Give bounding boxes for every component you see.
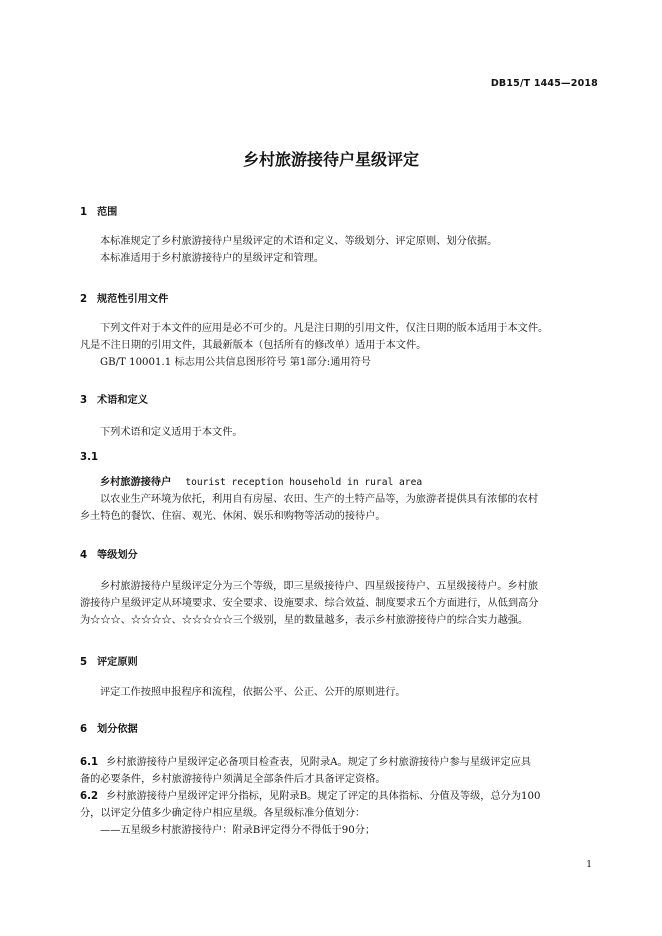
document-code: DB15/T 1445—2018 — [490, 78, 598, 89]
page-number: 1 — [586, 860, 592, 870]
section-number: 6 — [80, 724, 88, 735]
section-heading-2 — [80, 290, 168, 305]
term-definition-line: 以农业生产环境为依托，利用自有房屋、农田、生产的土特产品等，为旅游者提供具有浓郁的农村 — [100, 494, 539, 505]
section-title: 范围 — [97, 207, 118, 218]
section-title: 评定原则 — [97, 657, 138, 668]
section-body-1 — [80, 233, 600, 267]
paragraph-line: 凡是不注日期的引用文件，其最新版本（包括所有的修改单）适用于本文件。 — [80, 340, 427, 351]
section-title: 划分依据 — [97, 724, 138, 735]
section-body-5 — [80, 684, 600, 701]
term-number: 3.1 — [80, 452, 99, 463]
section-title: 规范性引用文件 — [97, 294, 169, 305]
paragraph-line: 游接待户星级评定从环境要求、安全要求、设施要求、综合效益、制度要求五个方面进行，从低到高分 — [80, 598, 539, 609]
term-zh: 乡村旅游接待户 — [100, 477, 172, 488]
paragraph: 评定工作按照申报程序和流程，依据公平、公正、公开的原则进行。 — [100, 687, 406, 698]
section-heading-6 — [80, 720, 138, 735]
section-body-3 — [80, 424, 600, 441]
term-line — [80, 474, 600, 491]
section-heading-4 — [80, 546, 138, 561]
section-heading-1 — [80, 203, 117, 218]
term-definition-line: 乡土特色的餐饮、住宿、观光、休闲、娱乐和购物等活动的接待户。 — [80, 511, 386, 522]
clause-6-2-line: 分，以评定分值多少确定待户相应星级。各星级标准分值划分： — [80, 808, 366, 819]
clause-text: 乡村旅游接待户星级评定评分指标，见附录B。规定了评定的具体指标、分值及等级，总分为100 — [106, 791, 541, 802]
paragraph-line: 下列文件对于本文件的应用是必不可少的。凡是注日期的引用文件，仅注日期的版本适用于本文件。 — [100, 323, 549, 334]
section-heading-3 — [80, 391, 148, 406]
section-body-6 — [80, 754, 600, 839]
section-title: 等级划分 — [97, 550, 138, 561]
term-entry — [80, 474, 600, 525]
clause-6-1-line: 备的必要条件，乡村旅游接待户须满足全部条件后才具备评定资格。 — [80, 774, 386, 785]
paragraph: 下列术语和定义适用于本文件。 — [100, 427, 243, 438]
clause-text: 乡村旅游接待户星级评定必备项目检查表，见附录A。规定了乡村旅游接待户参与星级评定应具 — [106, 757, 532, 768]
term-en: tourist reception household in rural area — [185, 477, 423, 488]
paragraph-line: 为☆☆☆、☆☆☆☆、☆☆☆☆☆三个级别，星的数量越多，表示乡村旅游接待户的综合实力越强。 — [80, 615, 529, 626]
paragraph: 本标准规定了乡村旅游接待户星级评定的术语和定义、等级划分、评定原则、划分依据。 — [100, 236, 498, 247]
clause-number: 6.1 — [80, 757, 99, 768]
clause-number: 6.2 — [80, 791, 99, 802]
clause-6-1-line — [80, 754, 600, 771]
section-number: 3 — [80, 395, 88, 406]
section-heading-5 — [80, 653, 138, 668]
list-item: ——五星级乡村旅游接待户：附录B评定得分不得低于90分； — [100, 825, 376, 836]
section-number: 1 — [80, 207, 88, 218]
section-body-2 — [80, 320, 600, 371]
section-number: 4 — [80, 550, 88, 561]
section-number: 5 — [80, 657, 88, 668]
section-body-4 — [80, 578, 600, 629]
section-title: 术语和定义 — [97, 395, 148, 406]
paragraph: 本标准适用于乡村旅游接待户的星级评定和管理。 — [100, 253, 325, 264]
paragraph-line: 乡村旅游接待户星级评定分为三个等级，即三星级接待户、四星级接待户、五星级接待户。乡村旅 — [100, 581, 539, 592]
normative-reference: GB/T 10001.1 标志用公共信息图形符号 第1部分:通用符号 — [100, 357, 371, 368]
page-title: 乡村旅游接待户星级评定 — [242, 150, 419, 169]
section-number: 2 — [80, 294, 88, 305]
clause-6-2-line — [80, 788, 600, 805]
